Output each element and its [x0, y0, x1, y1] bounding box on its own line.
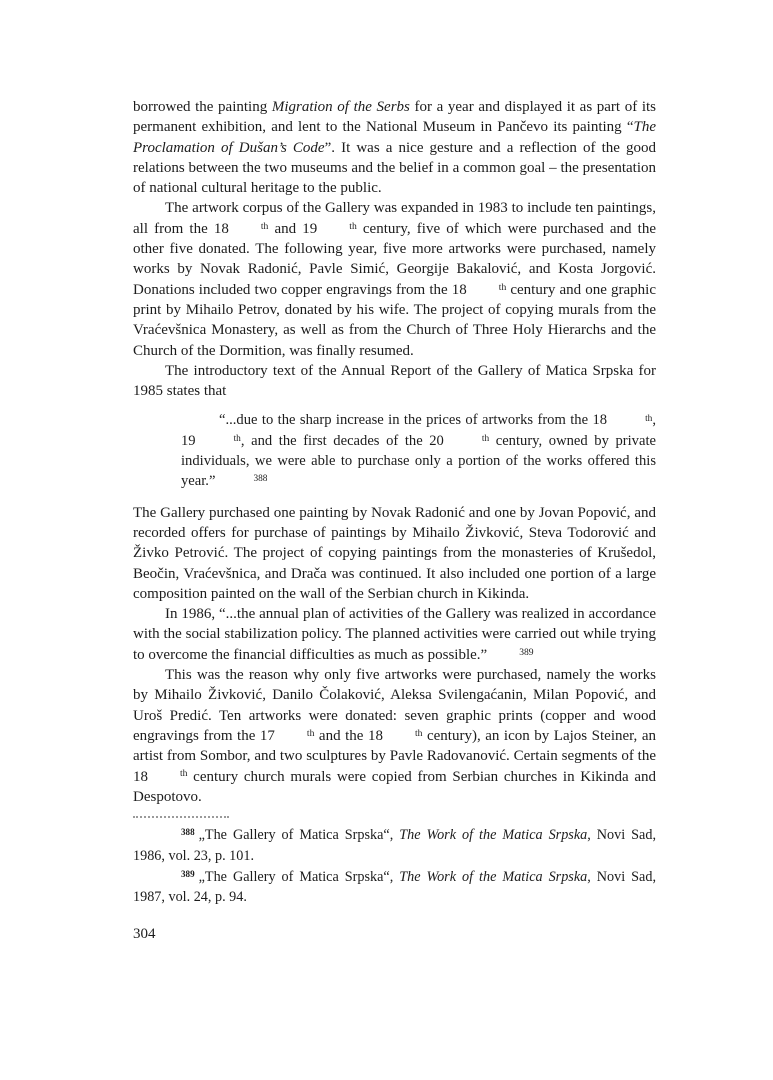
- body-paragraph: This was the reason why only five artworks were purchased, namely the works by Mihailo Živković, Danilo Čolaković, Aleksa Svilengaćanin, Milan Popović, and Uroš Predić. Ten artworks were donated: seven graphic prints (copper and wood engravings from the 17 th and the 18 th century), an icon by Lajos Steiner, an artist from Sombor, and two sculptures by Pavle Radovanović. Certain segments of the 18 th century church murals were copied from Serbian churches in Kikinda and Despotovo.: [133, 667, 656, 805]
- text-segment: , 19: [181, 412, 656, 449]
- text-segment: , Novi Sad, 1986, vol. 23, p. 101.: [133, 827, 656, 864]
- footnote-section: [133, 816, 656, 908]
- text-segment: In 1986, “...the annual plan of activities of the Gallery was realized in accordance with the social stabilization policy. The planned activities were carried out while trying to overcome the financial difficulties as much as possible.”: [133, 606, 656, 663]
- text-segment: century, owned by private individuals, we were able to purchase only a portion of the works offered this year.”: [181, 432, 656, 490]
- text-segment: ”. It was a nice gesture and a reflection of the good relations between the two museums and the belief in a common goal – the presentation of national cultural heritage to the public.: [133, 139, 656, 197]
- text-segment: borrowed the painting: [133, 99, 272, 115]
- footnote: 389 „The Gallery of Matica Srpska“, The Work of the Matica Srpska, Novi Sad, 1987, vol. 24, p. 94.: [133, 868, 656, 906]
- italic-text: The Work of the Matica Srpska: [399, 868, 588, 885]
- text-segment: and the 18: [314, 727, 383, 744]
- text-segment: century church murals were copied from Serbian churches in Kikinda and Despotovo.: [133, 768, 656, 805]
- text-segment: This was the reason why only five artworks were purchased, namely the works by Mihailo Živković, Danilo Čolaković, Aleksa Svilengaćanin, Milan Popović, and Uroš Predić. Ten artworks were donated: seven graphic prints (copper and wood engravings from the 17: [133, 667, 656, 744]
- footnote-separator: [133, 816, 229, 818]
- body-paragraph: [133, 361, 656, 402]
- blockquote: “...due to the sharp increase in the prices of artworks from the 18 th, 19 th, and the first decades of the 20 th century, owned by private individuals, we were able to purchase only a portion of the works offered this year.” 388: [181, 412, 656, 490]
- body-paragraph: [133, 503, 656, 604]
- text-segment: The introductory text of the Annual Report of the Gallery of Matica Srpska for 1985 states that: [133, 362, 656, 400]
- body-text: [133, 97, 656, 807]
- text-segment: , and the first decades of the 20: [240, 432, 444, 449]
- footnote: 388 „The Gallery of Matica Srpska“, The Work of the Matica Srpska, Novi Sad, 1986, vol. 23, p. 101.: [133, 827, 656, 864]
- text-segment: for a year and displayed it as part of its permanent exhibition, and lent to the National Museum in Pančevo its painting “: [133, 99, 657, 136]
- text-segment: , Novi Sad, 1987, vol. 24, p. 94.: [133, 868, 656, 906]
- text-segment: century), an icon by Lajos Steiner, an artist from Sombor, and two sculptures by Pavle Radovanović. Certain segments of the 18: [133, 727, 656, 785]
- text-segment: and 19: [268, 220, 318, 237]
- text-segment: century and one graphic print by Mihailo Petrov, donated by his wife. The project of copying murals from the Vraćevšnica Monastery, as well as from the Church of Three Holy Hierarchs and the Church of the Dormition, was finally resumed.: [133, 281, 657, 359]
- text-segment: The artwork corpus of the Gallery was expanded in 1983 to include ten paintings, all from the 18: [133, 200, 656, 237]
- text-segment: „The Gallery of Matica Srpska“,: [198, 827, 400, 844]
- footnotes: [133, 825, 656, 908]
- italic-text: Migration of the Serbs: [271, 99, 410, 115]
- body-paragraph: The artwork corpus of the Gallery was expanded in 1983 to include ten paintings, all from the 18 th and 19 th century, five of which were purchased and the other five donated. The following year, five more artworks were purchased, namely works by Novak Radonić, Pavle Simić, Georgije Bakalović, and Kosta Jorgović. Donations included two copper engravings from the 18 th century and one graphic print by Mihailo Petrov, donated by his wife. The project of copying murals from the Vraćevšnica Monastery, as well as from the Church of Three Holy Hierarchs and the Church of the Dormition, was finally resumed.: [133, 200, 657, 359]
- italic-text: The Proclamation of Dušan’s Code: [133, 119, 656, 156]
- page-number: 304: [133, 926, 156, 943]
- italic-text: The Work of the Matica Srpska: [399, 827, 588, 844]
- text-segment: century, five of which were purchased and the other five donated. The following year, five more artworks were purchased, namely works by Novak Radonić, Pavle Simić, Georgije Bakalović, and Kosta Jorgović. Donations included two copper engravings from the 18: [133, 220, 656, 298]
- body-paragraph: In 1986, “...the annual plan of activities of the Gallery was realized in accordance with the social stabilization policy. The planned activities were carried out while trying to overcome the financial difficulties as much as possible.” 389: [133, 606, 656, 663]
- text-column: [133, 97, 656, 944]
- body-paragraph: [133, 97, 656, 198]
- text-segment: “...due to the sharp increase in the prices of artworks from the 18: [219, 412, 608, 429]
- text-segment: „The Gallery of Matica Srpska“,: [198, 868, 400, 885]
- text-segment: The Gallery purchased one painting by Novak Radonić and one by Jovan Popović, and recorded offers for purchase of paintings by Mihailo Živković, Steva Todorović and Živko Petrović. The project of copying paintings from the monasteries of Krušedol, Beočin, Vraćevšnica, and Drača was continued. It also included one portion of a large composition painted on the wall of the Serbian church in Kikinda.: [133, 504, 656, 602]
